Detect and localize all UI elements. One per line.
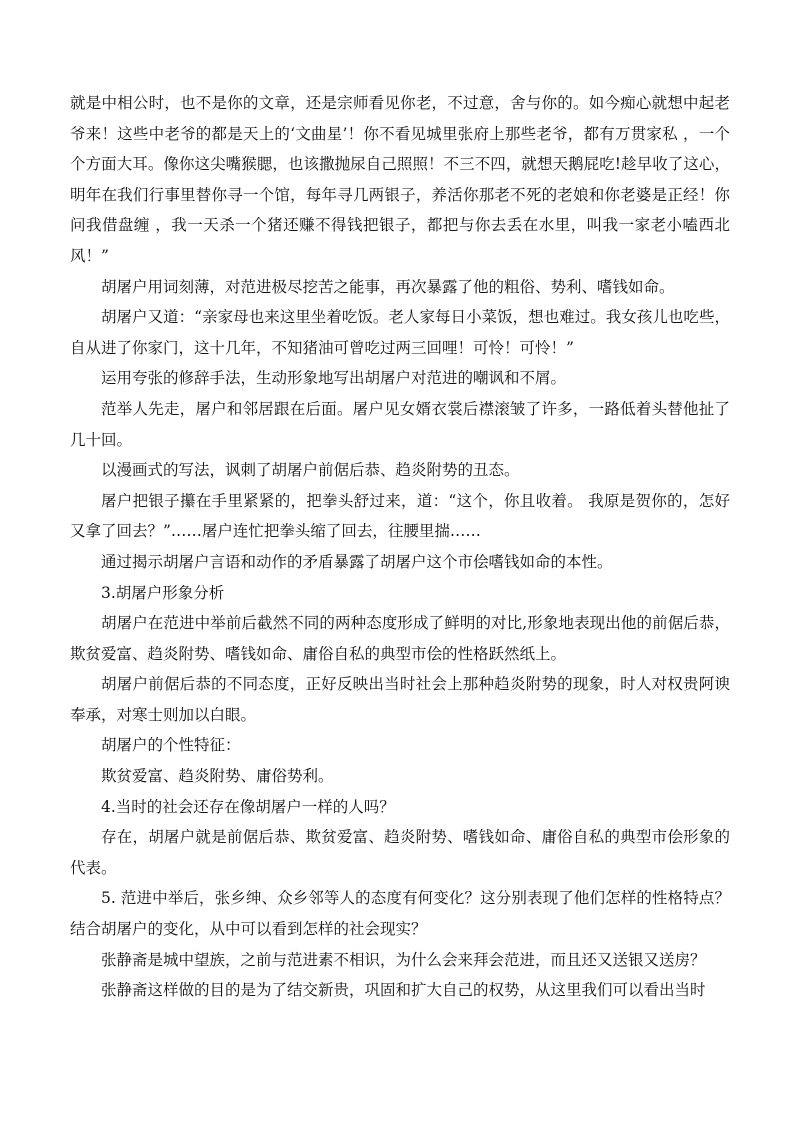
paragraph-analysis-2: 运用夸张的修辞手法，生动形象地写出胡屠户对范进的嘲讽和不屑。 (101, 369, 567, 388)
section-heading-4: 4.当时的社会还存在像胡屠户一样的人吗？ (101, 797, 395, 816)
paragraph-answer-zhang: 张静斋这样做的目的是为了结交新贵，巩固和扩大自己的权势，从这里我们可以看出当时 (101, 981, 706, 1000)
paragraph-quote-continuation: 就是中相公时，也不是你的文章，还是宗师看见你老，不过意，舍与你的。如今痴心就想中起老爷来！这些中老爷的都是天上的‘文曲星’！你不看见城里张府上那些老爷，都有万贯家私 ，一个个方面大耳。像你这尖嘴猴腮，也该撒抛尿自己照照！不三不四，就想天鹅屁吃!趁早收了这心，明年在我们行事里替你寻一个馆，每年寻几两银子，养活你那老不死的老娘和你老婆是正经！你问我借盘缠 ，我一天杀一个猪还赚不得钱把银子，都把与你去丢在水里，叫我一家老小嗑西北风！” (70, 94, 730, 265)
paragraph-answer-4: 存在，胡屠户就是前倨后恭、欺贫爱富、趋炎附势、嗜钱如命、庸俗自私的典型市侩形象的代表。 (70, 828, 730, 877)
paragraph-analysis-1: 胡屠户用词刻薄，对范进极尽挖苦之能事，再次暴露了他的粗俗、势利、嗜钱如命。 (101, 277, 675, 296)
paragraph-quote-4: 屠户把银子攥在手里紧紧的，把拳头舒过来，道：“这个，你且收着。 我原是贺你的，怎好又拿了回去？”……屠户连忙把拳头缩了回去，往腰里揣…… (70, 491, 730, 541)
paragraph-quote-3: 范举人先走，屠户和邻居跟在后面。屠户见女婿衣裳后襟滚皱了许多，一路低着头替他扯了几十回。 (70, 399, 730, 449)
paragraph-analysis-4: 通过揭示胡屠户言语和动作的矛盾暴露了胡屠户这个市侩嗜钱如命的本性。 (101, 552, 613, 571)
paragraph-question-zhang: 张静斋是城中望族，之前与范进素不相识，为什么会来拜会范进，而且还又送银又送房？ (101, 950, 706, 969)
paragraph-character-analysis: 胡屠户在范进中举前后截然不同的两种态度形成了鲜明的对比,形象地表现出他的前倨后恭，欺贫爱富、趋炎附势、嗜钱如命、庸俗自私的典型市侩的性格跃然纸上。 (70, 614, 730, 663)
paragraph-quote-2: 胡屠户又道：“亲家母也来这里坐着吃饭。老人家每日小菜饭，想也难过。我女孩儿也吃些，自从进了你家门，这十几年，不知猪油可曾吃过两三回哩！可怜！可怜！” (70, 308, 730, 357)
paragraph-traits-label: 胡屠户的个性特征： (101, 736, 241, 755)
paragraph-traits: 欺贫爱富、趋炎附势、庸俗势利。 (101, 767, 334, 786)
section-heading-3: 3.胡屠户形象分析 (101, 583, 225, 602)
section-heading-5: 5. 范进中举后，张乡绅、众乡邻等人的态度有何变化？这分别表现了他们怎样的性格特点？结合胡屠户的变化，从中可以看到怎样的社会现实？ (70, 889, 730, 939)
paragraph-analysis-3: 以漫画式的写法，讽刺了胡屠户前倨后恭、趋炎附势的丑态。 (101, 461, 520, 480)
document-body (70, 88, 730, 1006)
paragraph-social-reflection: 胡屠户前倨后恭的不同态度，正好反映出当时社会上那种趋炎附势的现象，时人对权贵阿谀奉承，对寒士则加以白眼。 (70, 675, 730, 724)
